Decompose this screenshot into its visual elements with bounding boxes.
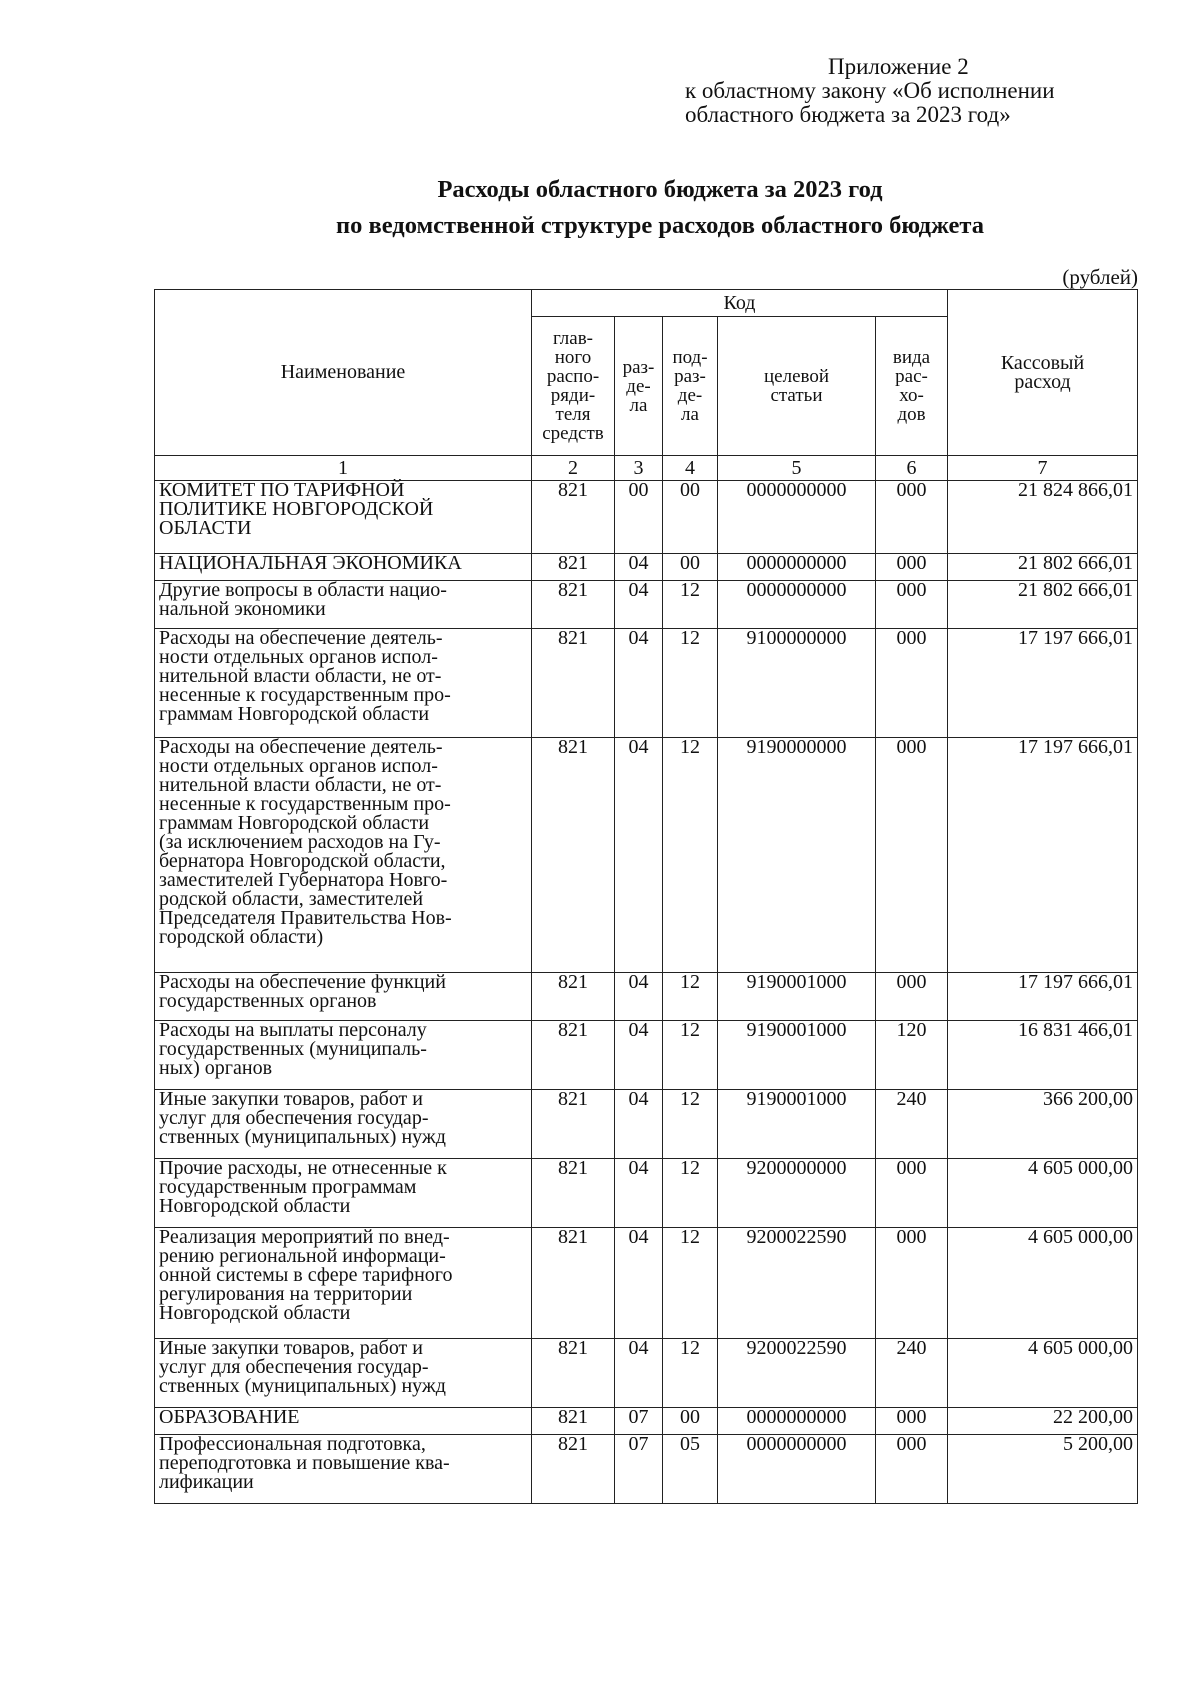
table-row [155,554,1138,581]
row-name: Прочие расходы, не отнесенные к государственным программам Новгородской области [155,1159,532,1228]
row-grbs-code: 821 [532,738,615,973]
table-row [155,581,1138,629]
column-number: 4 [663,456,718,481]
row-name: Иные закупки товаров, работ и услуг для обеспечения государ- ственных (муниципальных) нужд [155,1339,532,1408]
header-grbs-label: глав- ного распо- ряди- теля средств [542,328,604,444]
row-vid-code: 000 [876,581,948,629]
row-vid-code: 120 [876,1021,948,1090]
row-podrazdel-code: 05 [663,1435,718,1504]
row-grbs-code: 821 [532,1021,615,1090]
row-target-code: 0000000000 [718,1408,876,1435]
row-sum: 4 605 000,00 [948,1339,1138,1408]
row-vid-code: 000 [876,738,948,973]
row-target-code: 9200022590 [718,1228,876,1339]
row-grbs-code: 821 [532,629,615,738]
row-sum: 17 197 666,01 [948,973,1138,1021]
table-row [155,1339,1138,1408]
row-sum: 21 802 666,01 [948,581,1138,629]
table-row [155,1159,1138,1228]
row-name: Расходы на обеспечение деятель- ности отдельных органов испол- нительной власти области, не от- несенные к государственным про- граммам Новгородской области (за исключением расходов на Гу- бернатора Новгородской области, заместителей Губернатора Новго- родской области, заместителей Председателя Правительства Нов- городской области) [155,738,532,973]
table-row [155,738,1138,973]
row-vid-code: 000 [876,481,948,554]
row-target-code: 9100000000 [718,629,876,738]
title-line-2: по ведомственной структуре расходов областного бюджета [336,212,984,239]
header-vid [876,317,948,456]
row-razdel-code: 04 [615,581,663,629]
unit-label: (рублей) [1062,265,1138,289]
row-target-code: 9190001000 [718,1090,876,1159]
appendix-line-1: Приложение 2 [828,54,969,79]
row-name: НАЦИОНАЛЬНАЯ ЭКОНОМИКА [155,554,532,581]
row-sum: 22 200,00 [948,1408,1138,1435]
header-podrazdel-label: под- раз- де- ла [672,347,708,425]
row-podrazdel-code: 12 [663,973,718,1021]
row-razdel-code: 04 [615,554,663,581]
row-sum: 21 824 866,01 [948,481,1138,554]
header-sum [948,290,1138,456]
title-line-1: Расходы областного бюджета за 2023 год [437,176,883,203]
row-vid-code: 000 [876,973,948,1021]
row-name: Реализация мероприятий по внед- рению региональной информаци- онной системы в сфере тарифного регулирования на территории Новгородской области [155,1228,532,1339]
table-row [155,1090,1138,1159]
row-sum: 4 605 000,00 [948,1228,1138,1339]
row-vid-code: 000 [876,1435,948,1504]
header-razdel-label: раз- де- ла [622,356,655,416]
column-number: 1 [155,456,532,481]
header-name: Наименование [155,290,532,456]
row-podrazdel-code: 12 [663,581,718,629]
row-name: Расходы на обеспечение деятель- ности отдельных органов испол- нительной власти области, не от- несенные к государственным про- граммам Новгородской области [155,629,532,738]
header-target [718,317,876,456]
row-target-code: 9200000000 [718,1159,876,1228]
row-vid-code: 000 [876,1228,948,1339]
row-razdel-code: 04 [615,629,663,738]
header-vid-label: вида рас- хо- дов [892,347,931,425]
header-code: Код [532,290,948,317]
table-row [155,629,1138,738]
row-target-code: 9190001000 [718,1021,876,1090]
row-podrazdel-code: 12 [663,629,718,738]
row-name: Расходы на обеспечение функций государственных органов [155,973,532,1021]
table-body [155,481,1138,1504]
row-razdel-code: 04 [615,1159,663,1228]
row-sum: 5 200,00 [948,1435,1138,1504]
column-number: 7 [948,456,1138,481]
row-target-code: 9200022590 [718,1339,876,1408]
row-name: Другие вопросы в области нацио- нальной экономики [155,581,532,629]
row-grbs-code: 821 [532,1159,615,1228]
row-razdel-code: 07 [615,1408,663,1435]
row-razdel-code: 07 [615,1435,663,1504]
row-name: ОБРАЗОВАНИЕ [155,1408,532,1435]
appendix-note [685,55,1145,127]
row-vid-code: 240 [876,1339,948,1408]
header-target-label: целевой статьи [763,366,830,406]
budget-table [154,289,1138,1504]
row-vid-code: 000 [876,629,948,738]
row-grbs-code: 821 [532,1228,615,1339]
row-grbs-code: 821 [532,1090,615,1159]
row-razdel-code: 04 [615,1090,663,1159]
row-grbs-code: 821 [532,1408,615,1435]
header-grbs [532,317,615,456]
table-row [155,973,1138,1021]
appendix-line-3: областного бюджета за 2023 год» [685,102,1011,127]
row-podrazdel-code: 00 [663,554,718,581]
column-number: 2 [532,456,615,481]
appendix-line-2: к областному закону «Об исполнении [685,78,1055,103]
row-sum: 366 200,00 [948,1090,1138,1159]
row-grbs-code: 821 [532,481,615,554]
row-podrazdel-code: 12 [663,1339,718,1408]
column-number: 3 [615,456,663,481]
row-razdel-code: 00 [615,481,663,554]
row-sum: 17 197 666,01 [948,738,1138,973]
row-grbs-code: 821 [532,1435,615,1504]
row-sum: 21 802 666,01 [948,554,1138,581]
row-name: Расходы на выплаты персоналу государственных (муниципаль- ных) органов [155,1021,532,1090]
header-podrazdel [663,317,718,456]
header-sum-label: Кассовый расход [1000,351,1085,393]
row-grbs-code: 821 [532,581,615,629]
row-name: Иные закупки товаров, работ и услуг для обеспечения государ- ственных (муниципальных) нужд [155,1090,532,1159]
row-vid-code: 000 [876,1159,948,1228]
row-razdel-code: 04 [615,1228,663,1339]
document-title [140,172,1180,244]
row-vid-code: 000 [876,554,948,581]
row-vid-code: 000 [876,1408,948,1435]
row-target-code: 0000000000 [718,581,876,629]
row-grbs-code: 821 [532,973,615,1021]
column-number: 6 [876,456,948,481]
row-podrazdel-code: 12 [663,1159,718,1228]
row-sum: 4 605 000,00 [948,1159,1138,1228]
row-target-code: 0000000000 [718,481,876,554]
table-row [155,1228,1138,1339]
row-sum: 17 197 666,01 [948,629,1138,738]
row-vid-code: 240 [876,1090,948,1159]
row-razdel-code: 04 [615,973,663,1021]
row-target-code: 0000000000 [718,554,876,581]
row-razdel-code: 04 [615,1021,663,1090]
row-target-code: 0000000000 [718,1435,876,1504]
column-number: 5 [718,456,876,481]
row-podrazdel-code: 12 [663,1090,718,1159]
table-row [155,1021,1138,1090]
row-name: Профессиональная подготовка, переподготовка и повышение ква- лификации [155,1435,532,1504]
header-razdel [615,317,663,456]
row-sum: 16 831 466,01 [948,1021,1138,1090]
table-row [155,481,1138,554]
row-podrazdel-code: 12 [663,1021,718,1090]
row-grbs-code: 821 [532,1339,615,1408]
row-podrazdel-code: 00 [663,481,718,554]
row-podrazdel-code: 12 [663,738,718,973]
row-target-code: 9190000000 [718,738,876,973]
row-podrazdel-code: 00 [663,1408,718,1435]
row-target-code: 9190001000 [718,973,876,1021]
row-razdel-code: 04 [615,738,663,973]
table-row [155,1435,1138,1504]
row-grbs-code: 821 [532,554,615,581]
table-row [155,1408,1138,1435]
row-name: КОМИТЕТ ПО ТАРИФНОЙ ПОЛИТИКЕ НОВГОРОДСКОЙ ОБЛАСТИ [155,481,532,554]
row-podrazdel-code: 12 [663,1228,718,1339]
row-razdel-code: 04 [615,1339,663,1408]
